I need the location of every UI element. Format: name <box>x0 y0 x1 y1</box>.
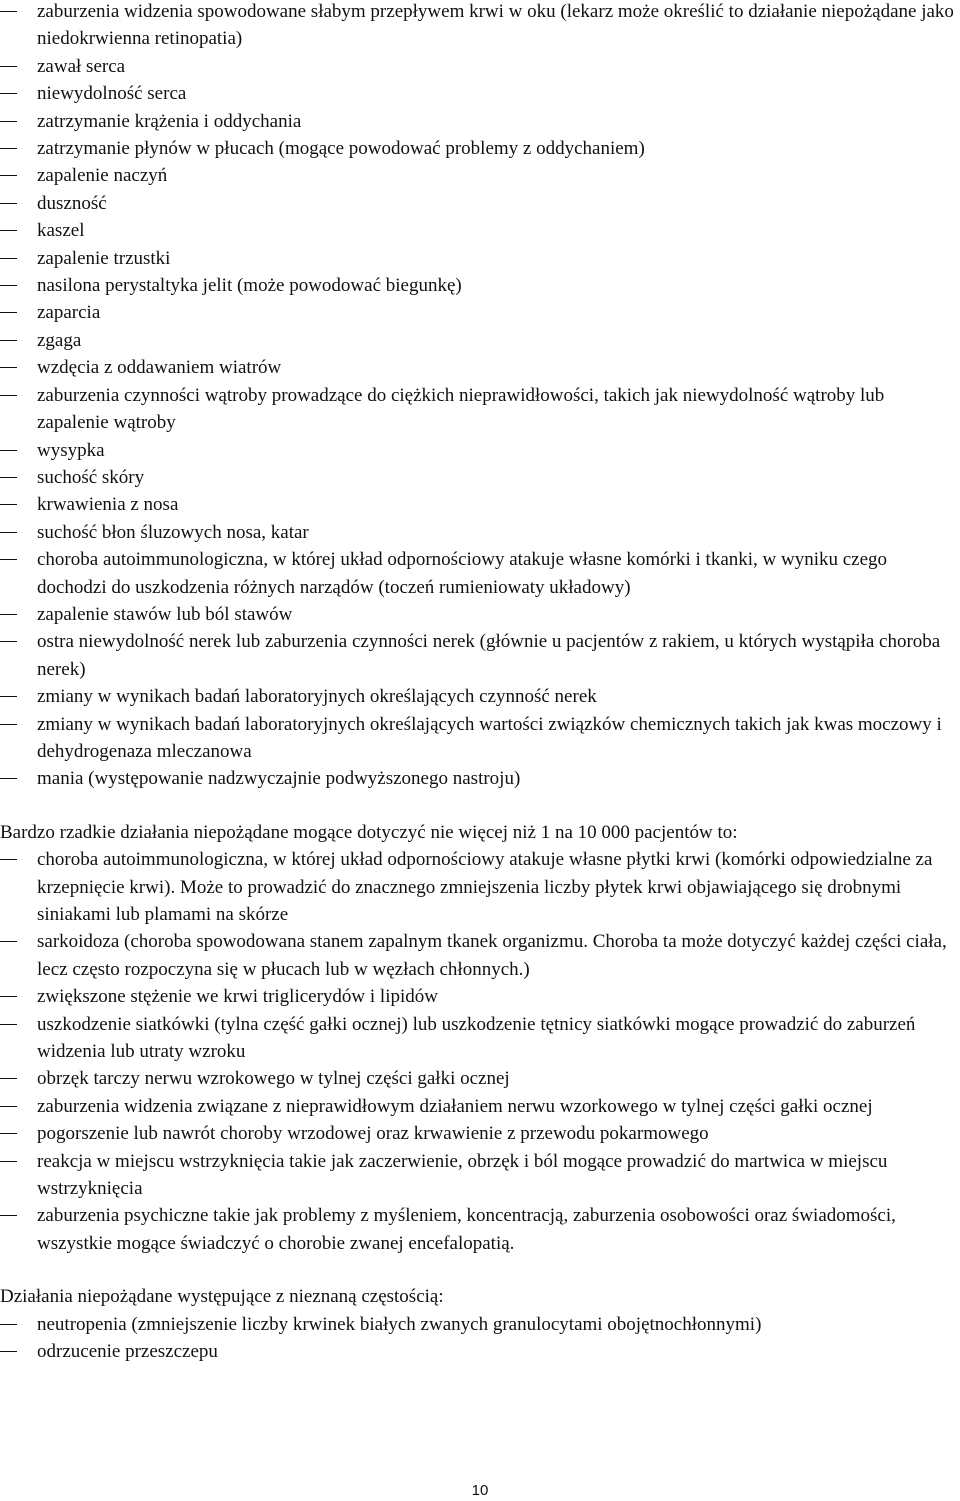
list-item: reakcja w miejscu wstrzyknięcia takie jak zaczerwienie, obrzęk i ból mogące prowadzić do martwica w miejscu wstrzyknięcia <box>0 1148 958 1203</box>
list-item: obrzęk tarczy nerwu wzrokowego w tylnej części gałki ocznej <box>0 1065 958 1092</box>
list-item: odrzucenie przeszczepu <box>0 1338 958 1365</box>
list-item: choroba autoimmunologiczna, w której układ odpornościowy atakuje własne komórki i tkanki, w wyniku czego dochodzi do uszkodzenia różnych narządów (toczeń rumieniowaty układowy) <box>0 546 958 601</box>
unknown-frequency-list <box>0 1311 958 1366</box>
list-item: ostra niewydolność nerek lub zaburzenia czynności nerek (głównie u pacjentów z rakiem, u których wystąpiła choroba nerek) <box>0 628 958 683</box>
list-item: zgaga <box>0 327 958 354</box>
list-item: zaburzenia psychiczne takie jak problemy z myśleniem, koncentracją, zaburzenia osobowości oraz świadomości, wszystkie mogące świadczyć o chorobie zwanej encefalopatią. <box>0 1202 958 1257</box>
list-item: pogorszenie lub nawrót choroby wrzodowej oraz krwawienie z przewodu pokarmowego <box>0 1120 958 1147</box>
list-item: zapalenie trzustki <box>0 245 958 272</box>
list-item: zaparcia <box>0 299 958 326</box>
section-spacer <box>0 793 958 819</box>
list-item: zaburzenia czynności wątroby prowadzące do ciężkich nieprawidłowości, takich jak niewydolność wątroby lub zapalenie wątroby <box>0 382 958 437</box>
section-spacer <box>0 1257 958 1283</box>
list-item: zwiększone stężenie we krwi triglicerydów i lipidów <box>0 983 958 1010</box>
list-item: zapalenie stawów lub ból stawów <box>0 601 958 628</box>
list-item: zmiany w wynikach badań laboratoryjnych określających czynność nerek <box>0 683 958 710</box>
very-rare-effects-list <box>0 846 958 1257</box>
list-item: mania (występowanie nadzwyczajnie podwyższonego nastroju) <box>0 765 958 792</box>
list-item: niewydolność serca <box>0 80 958 107</box>
list-item: zatrzymanie płynów w płucach (mogące powodować problemy z oddychaniem) <box>0 135 958 162</box>
list-item: sarkoidoza (choroba spowodowana stanem zapalnym tkanek organizmu. Choroba ta może dotyczyć każdej części ciała, lecz często rozpoczyna się w płucach lub w węzłach chłonnych.) <box>0 928 958 983</box>
list-item: suchość błon śluzowych nosa, katar <box>0 519 958 546</box>
very-rare-heading: Bardzo rzadkie działania niepożądane mogące dotyczyć nie więcej niż 1 na 10 000 pacjentów to: <box>0 821 738 843</box>
list-item: krwawienia z nosa <box>0 491 958 518</box>
list-item: nasilona perystaltyka jelit (może powodować biegunkę) <box>0 272 958 299</box>
list-item: zapalenie naczyń <box>0 162 958 189</box>
list-item: zaburzenia widzenia spowodowane słabym przepływem krwi w oku (lekarz może określić to działanie niepożądane jako niedokrwienna retinopatia) <box>0 0 958 53</box>
list-item: zaburzenia widzenia związane z nieprawidłowym działaniem nerwu wzorkowego w tylnej części gałki ocznej <box>0 1093 958 1120</box>
list-item: zawał serca <box>0 53 958 80</box>
list-item: uszkodzenie siatkówki (tylna część gałki ocznej) lub uszkodzenie tętnicy siatkówki mogące prowadzić do zaburzeń widzenia lub utraty wzroku <box>0 1011 958 1066</box>
list-item: kaszel <box>0 217 958 244</box>
list-item: zmiany w wynikach badań laboratoryjnych określających wartości związków chemicznych takich jak kwas moczowy i dehydrogenaza mleczanowa <box>0 711 958 766</box>
list-item: zatrzymanie krążenia i oddychania <box>0 108 958 135</box>
list-item: duszność <box>0 190 958 217</box>
list-item: wysypka <box>0 437 958 464</box>
page-number: 10 <box>471 1482 489 1499</box>
list-item: suchość skóry <box>0 464 958 491</box>
list-item: wzdęcia z oddawaniem wiatrów <box>0 354 958 381</box>
list-item: choroba autoimmunologiczna, w której układ odpornościowy atakuje własne płytki krwi (komórki odpowiedzialne za krzepnięcie krwi). Może to prowadzić do znacznego zmniejszenia liczby płytek krwi objawiającego się drobnymi siniakami lub plamami na skórze <box>0 846 958 928</box>
list-item: neutropenia (zmniejszenie liczby krwinek białych zwanych granulocytami obojętnochłonnymi) <box>0 1311 958 1338</box>
unknown-frequency-heading: Działania niepożądane występujące z nieznaną częstością: <box>0 1286 444 1308</box>
